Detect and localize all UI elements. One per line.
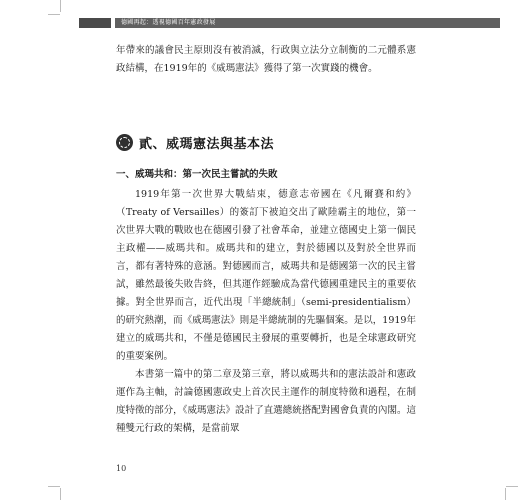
flower-seal-icon bbox=[116, 134, 133, 151]
header-bar bbox=[79, 18, 111, 28]
crop-mark bbox=[506, 486, 518, 487]
intro-text bbox=[116, 42, 416, 78]
section-heading bbox=[116, 132, 416, 152]
section-title: 貳、威瑪憲法與基本法 bbox=[139, 136, 275, 152]
crop-mark bbox=[48, 486, 60, 487]
crop-mark bbox=[60, 0, 61, 12]
running-header bbox=[79, 18, 500, 28]
crop-mark bbox=[60, 488, 61, 500]
page-number: 10 bbox=[116, 464, 127, 473]
paragraph: 1919年第一次世界大戰結束，德意志帝國在《凡爾賽和約》（Treaty of Versailles）的簽訂下被迫交出了歐陸霸主的地位，第一次世界大戰的戰敗也在德國引發了社會革命，並建立德國史上第一個民主政權——威瑪共和。威瑪共和的建立，對於德國以及對於全世界而言，都有著特殊的意涵。對德國而言，威瑪共和是德國第一次的民主嘗試，雖然最後失敗告終，但其運作經驗成為當代德國重建民主的重要依據。對全世界而言，近代出現「半總統制」（semi-presidentialism）的研究熱潮，而《威瑪憲法》則是半總統制的先驅個案。是以，1919年建立的威瑪共和，不僅是德國民主發展的重要轉折，也是全球憲政研究的重要案例。 bbox=[116, 189, 416, 362]
top-paragraph: 年帶來的議會民主原則沒有被消滅，行政與立法分立制衡的二元體系憲政結構，在1919年的《威瑪憲法》獲得了第一次實踐的機會。 bbox=[116, 45, 416, 74]
paragraph: 本書第一篇中的第二章及第三章，將以威瑪共和的憲法設計和憲政運作為主軸，討論德國憲政史上首次民主運作的制度特徵和過程，在制度特徵的部分，《威瑪憲法》設計了直選總統搭配對國會負責的內閣。這種雙元行政的架構，是當前眾 bbox=[116, 369, 416, 434]
crop-mark bbox=[505, 488, 506, 500]
subsection-title: 一、威瑪共和：第一次民主嘗試的失敗 bbox=[116, 169, 278, 180]
crop-mark bbox=[48, 14, 60, 15]
main-text bbox=[116, 186, 416, 438]
running-title: 德國再起：透視德國百年憲政發展 bbox=[115, 18, 500, 28]
